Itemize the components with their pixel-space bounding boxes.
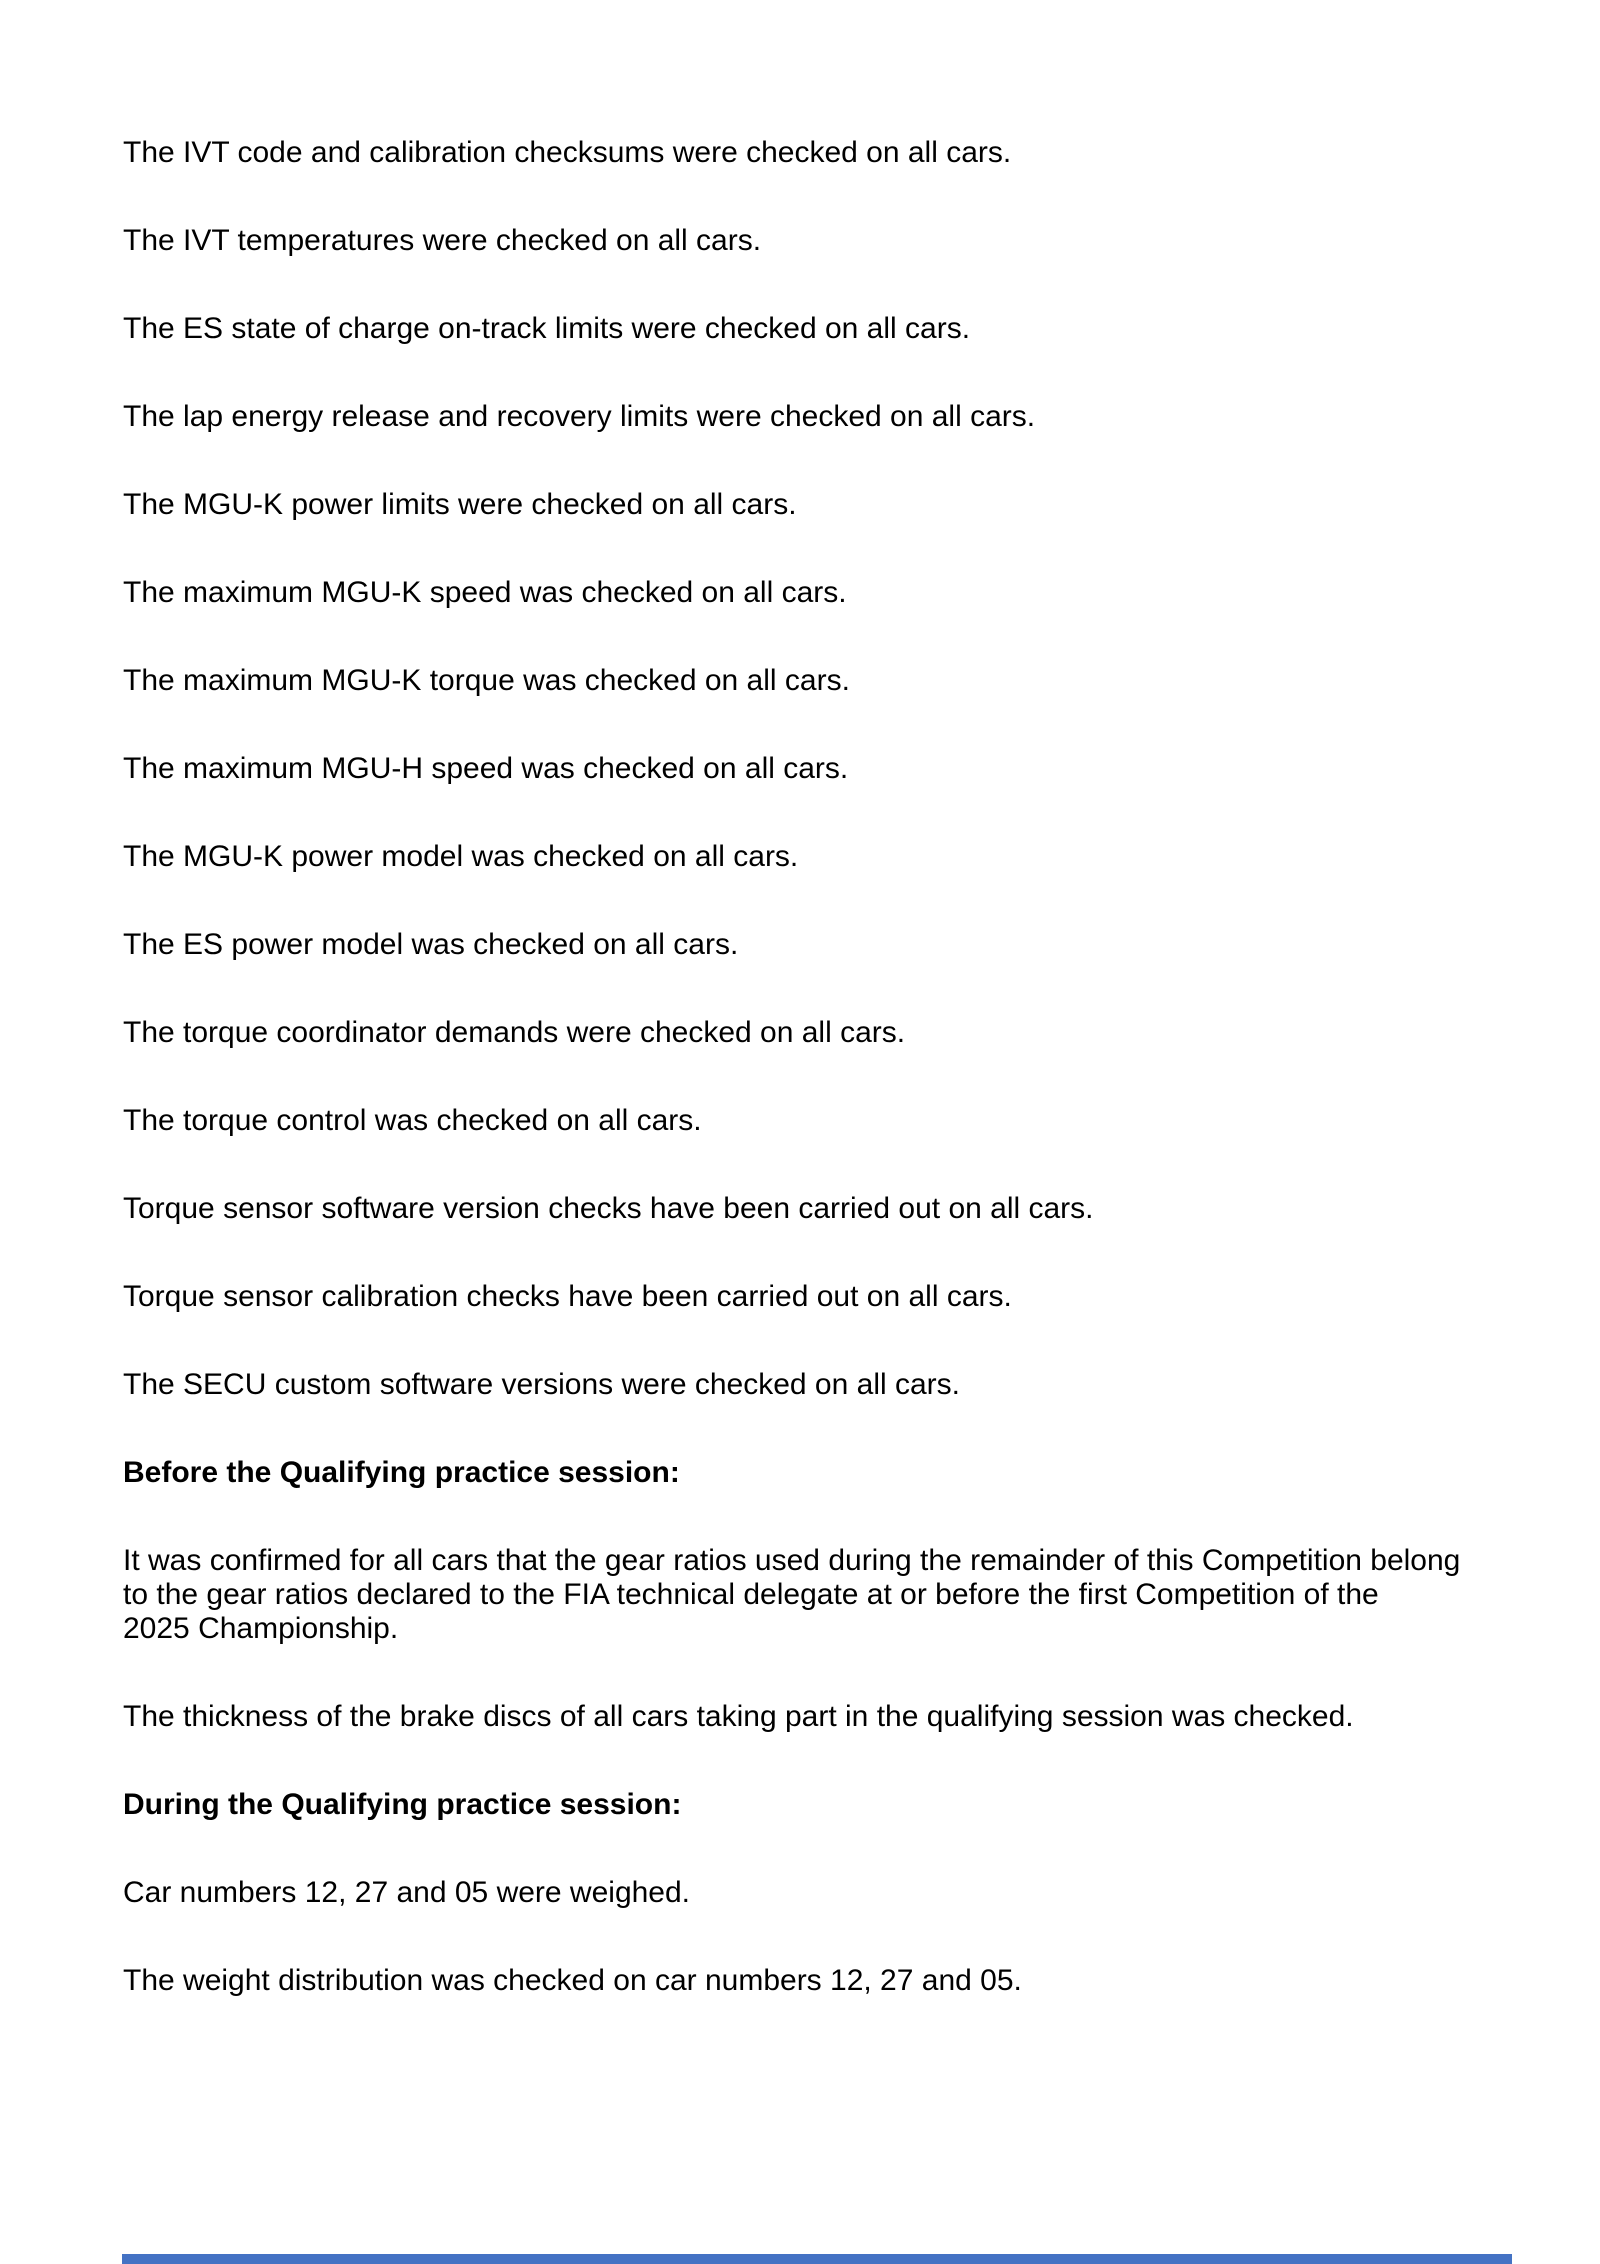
- before-qualifying-heading: Before the Qualifying practice session:: [123, 1456, 680, 1489]
- check-statement: Torque sensor software version checks have been carried out on all cars.: [123, 1192, 1094, 1225]
- paragraph-line: to the gear ratios declared to the FIA technical delegate at or before the first Competition of the: [123, 1578, 1379, 1611]
- check-statement: The IVT code and calibration checksums were checked on all cars.: [123, 136, 1012, 169]
- check-statement: The maximum MGU-K speed was checked on all cars.: [123, 576, 847, 609]
- check-statement: The MGU-K power model was checked on all cars.: [123, 840, 799, 873]
- check-statement: The ES state of charge on-track limits were checked on all cars.: [123, 312, 971, 345]
- brake-disc-check-statement: The thickness of the brake discs of all cars taking part in the qualifying session was checked.: [123, 1700, 1354, 1733]
- check-statement: Torque sensor calibration checks have been carried out on all cars.: [123, 1280, 1012, 1313]
- next-table-blue-bar: [122, 2254, 1512, 2264]
- weight-distribution-statement: The weight distribution was checked on car numbers 12, 27 and 05.: [123, 1964, 1022, 1997]
- check-statement: The maximum MGU-K torque was checked on all cars.: [123, 664, 850, 697]
- document-content: [123, 136, 1513, 2052]
- check-statement: The torque control was checked on all cars.: [123, 1104, 702, 1137]
- check-statement: The SECU custom software versions were checked on all cars.: [123, 1368, 960, 1401]
- check-statement: The MGU-K power limits were checked on all cars.: [123, 488, 797, 521]
- check-statement: The torque coordinator demands were checked on all cars.: [123, 1016, 906, 1049]
- check-statement: The lap energy release and recovery limits were checked on all cars.: [123, 400, 1036, 433]
- cars-weighed-statement: Car numbers 12, 27 and 05 were weighed.: [123, 1876, 691, 1909]
- paragraph-line: It was confirmed for all cars that the gear ratios used during the remainder of this Competition belong: [123, 1544, 1461, 1577]
- check-statement: The maximum MGU-H speed was checked on all cars.: [123, 752, 849, 785]
- paragraph-line: 2025 Championship.: [123, 1612, 399, 1645]
- gear-ratios-paragraph: [123, 1544, 1513, 1646]
- check-statement: The ES power model was checked on all cars.: [123, 928, 739, 961]
- during-qualifying-heading: During the Qualifying practice session:: [123, 1788, 682, 1821]
- check-statement: The IVT temperatures were checked on all cars.: [123, 224, 762, 257]
